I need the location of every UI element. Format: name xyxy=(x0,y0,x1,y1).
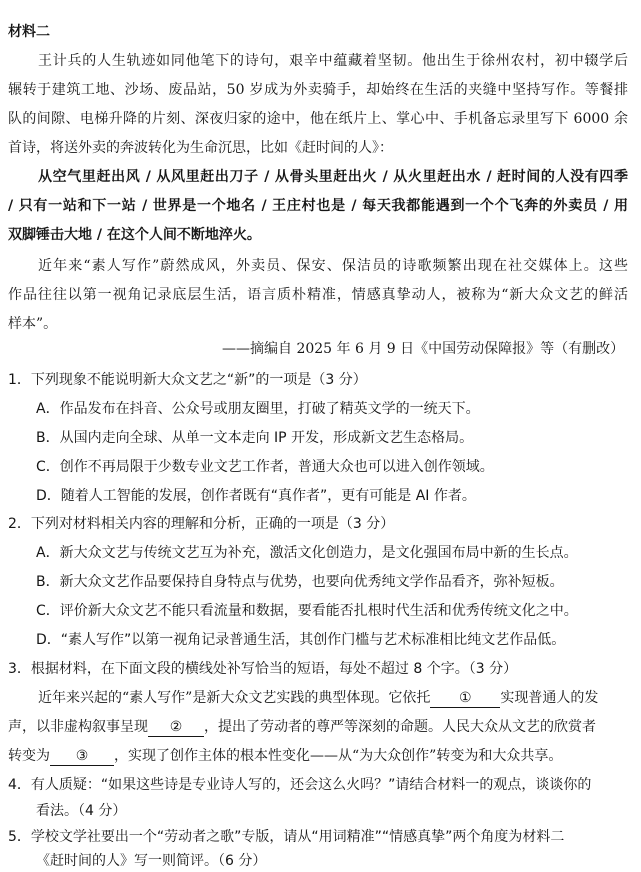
material-paragraph-line: 王计兵的人生轨迹如同他笔下的诗句，艰辛中蕴藏着坚韧。他出生于徐州农村，初中辍学后 xyxy=(38,53,628,69)
passage-text: ，提出了劳动者的尊严等深刻的命题。人民大众从文艺的欣赏者 xyxy=(204,719,596,735)
poem-line: 双脚锤击大地 / 在这个人间不断地淬火。 xyxy=(8,227,261,243)
source-citation: ——摘编自 2025 年 6 月 9 日《中国劳动保障报》等（有删改） xyxy=(222,341,625,357)
passage-text: ，实现了创作主体的根本性变化——从“为大众创作”转变为和大众共享。 xyxy=(114,748,563,764)
question-5-line: 5．学校文学社要出一个“劳动者之歌”专版，请从“用词精准”“情感真挚”两个角度为材料二 xyxy=(8,829,565,845)
question-2-option-b: B．新大众文艺作品要保持自身特点与优势，也要向优秀纯文学作品看齐，弥补短板。 xyxy=(36,574,564,590)
question-3-passage-line xyxy=(8,717,596,737)
fill-blank-2[interactable]: ② xyxy=(148,719,204,737)
material-paragraph-line: 作品往往以第一视角记录底层生活，语言质朴精准，情感真挚动人，被称为“新大众文艺的鲜活 xyxy=(8,287,628,303)
passage-text: 近年来兴起的“素人写作”是新大众文艺实践的典型体现。它依托 xyxy=(38,690,431,706)
question-2-option-d: D．“素人写作”以第一视角记录普通生活，其创作门槛与艺术标准相比纯文艺作品低。 xyxy=(36,632,566,648)
question-1-option-a: A．作品发布在抖音、公众号或朋友圈里，打破了精英文学的一统天下。 xyxy=(36,401,480,417)
material-paragraph-line: 队的间隙、电梯升降的片刻、深夜归家的途中，他在纸片上、掌心中、手机备忘录里写下 6000 余 xyxy=(8,111,628,127)
question-2-stem: 2．下列对材料相关内容的理解和分析，正确的一项是（3 分） xyxy=(8,516,395,532)
fill-blank-1[interactable]: ① xyxy=(430,690,500,708)
material-paragraph-line: 辗转于建筑工地、沙场、废品站，50 岁成为外卖骑手，却始终在生活的夹缝中坚持写作。等餐排 xyxy=(8,82,628,98)
question-1-option-d: D．随着人工智能的发展，创作者既有“真作者”，更有可能是 AI 作者。 xyxy=(36,488,476,504)
passage-text: 转变为 xyxy=(8,748,50,764)
question-2-option-c: C．评价新大众文艺不能只看流量和数据，要看能否扎根时代生活和优秀传统文化之中。 xyxy=(36,603,578,619)
material-paragraph-line: 近年来“素人写作”蔚然成风，外卖员、保安、保洁员的诗歌频繁出现在社交媒体上。这些 xyxy=(38,258,628,274)
question-3-passage-line xyxy=(38,688,598,708)
passage-text: 声，以非虚构叙事呈现 xyxy=(8,719,148,735)
material-paragraph-line: 样本”。 xyxy=(8,316,58,332)
passage-text: 实现普通人的发 xyxy=(500,690,599,706)
question-1-stem: 1．下列现象不能说明新大众文艺之“新”的一项是（3 分） xyxy=(8,372,367,388)
material-paragraph-line: 首诗，将送外卖的奔波转化为生命沉思，比如《赶时间的人》： xyxy=(8,140,393,156)
question-1-option-b: B．从国内走向全球、从单一文本走向 IP 开发，形成新文艺生态格局。 xyxy=(36,430,474,446)
question-4-line: 看法。（4 分） xyxy=(36,803,127,819)
question-1-option-c: C．创作不再局限于少数专业文艺工作者，普通大众也可以进入创作领域。 xyxy=(36,459,494,475)
question-5-line: 《赶时间的人》写一则简评。（6 分） xyxy=(36,853,267,869)
question-3-stem: 3．根据材料，在下面文段的横线处补写恰当的短语，每处不超过 8 个字。（3 分） xyxy=(8,661,518,677)
question-3-passage-line xyxy=(8,746,562,766)
question-4-line: 4．有人质疑：“如果这些诗是专业诗人写的，还会这么火吗？”请结合材料一的观点，谈谈你的 xyxy=(8,777,592,793)
poem-line: / 只有一站和下一站 / 世界是一个地名 / 王庄村也是 / 每天我都能遇到一个个飞奔的外卖员 / 用 xyxy=(8,198,628,214)
poem-line: 从空气里赶出风 / 从风里赶出刀子 / 从骨头里赶出火 / 从火里赶出水 / 赶时间的人没有四季 xyxy=(38,169,628,185)
material-heading: 材料二 xyxy=(8,24,50,40)
fill-blank-3[interactable]: ③ xyxy=(50,748,114,766)
question-2-option-a: A．新大众文艺与传统文艺互为补充，激活文化创造力，是文化强国布局中新的生长点。 xyxy=(36,545,578,561)
